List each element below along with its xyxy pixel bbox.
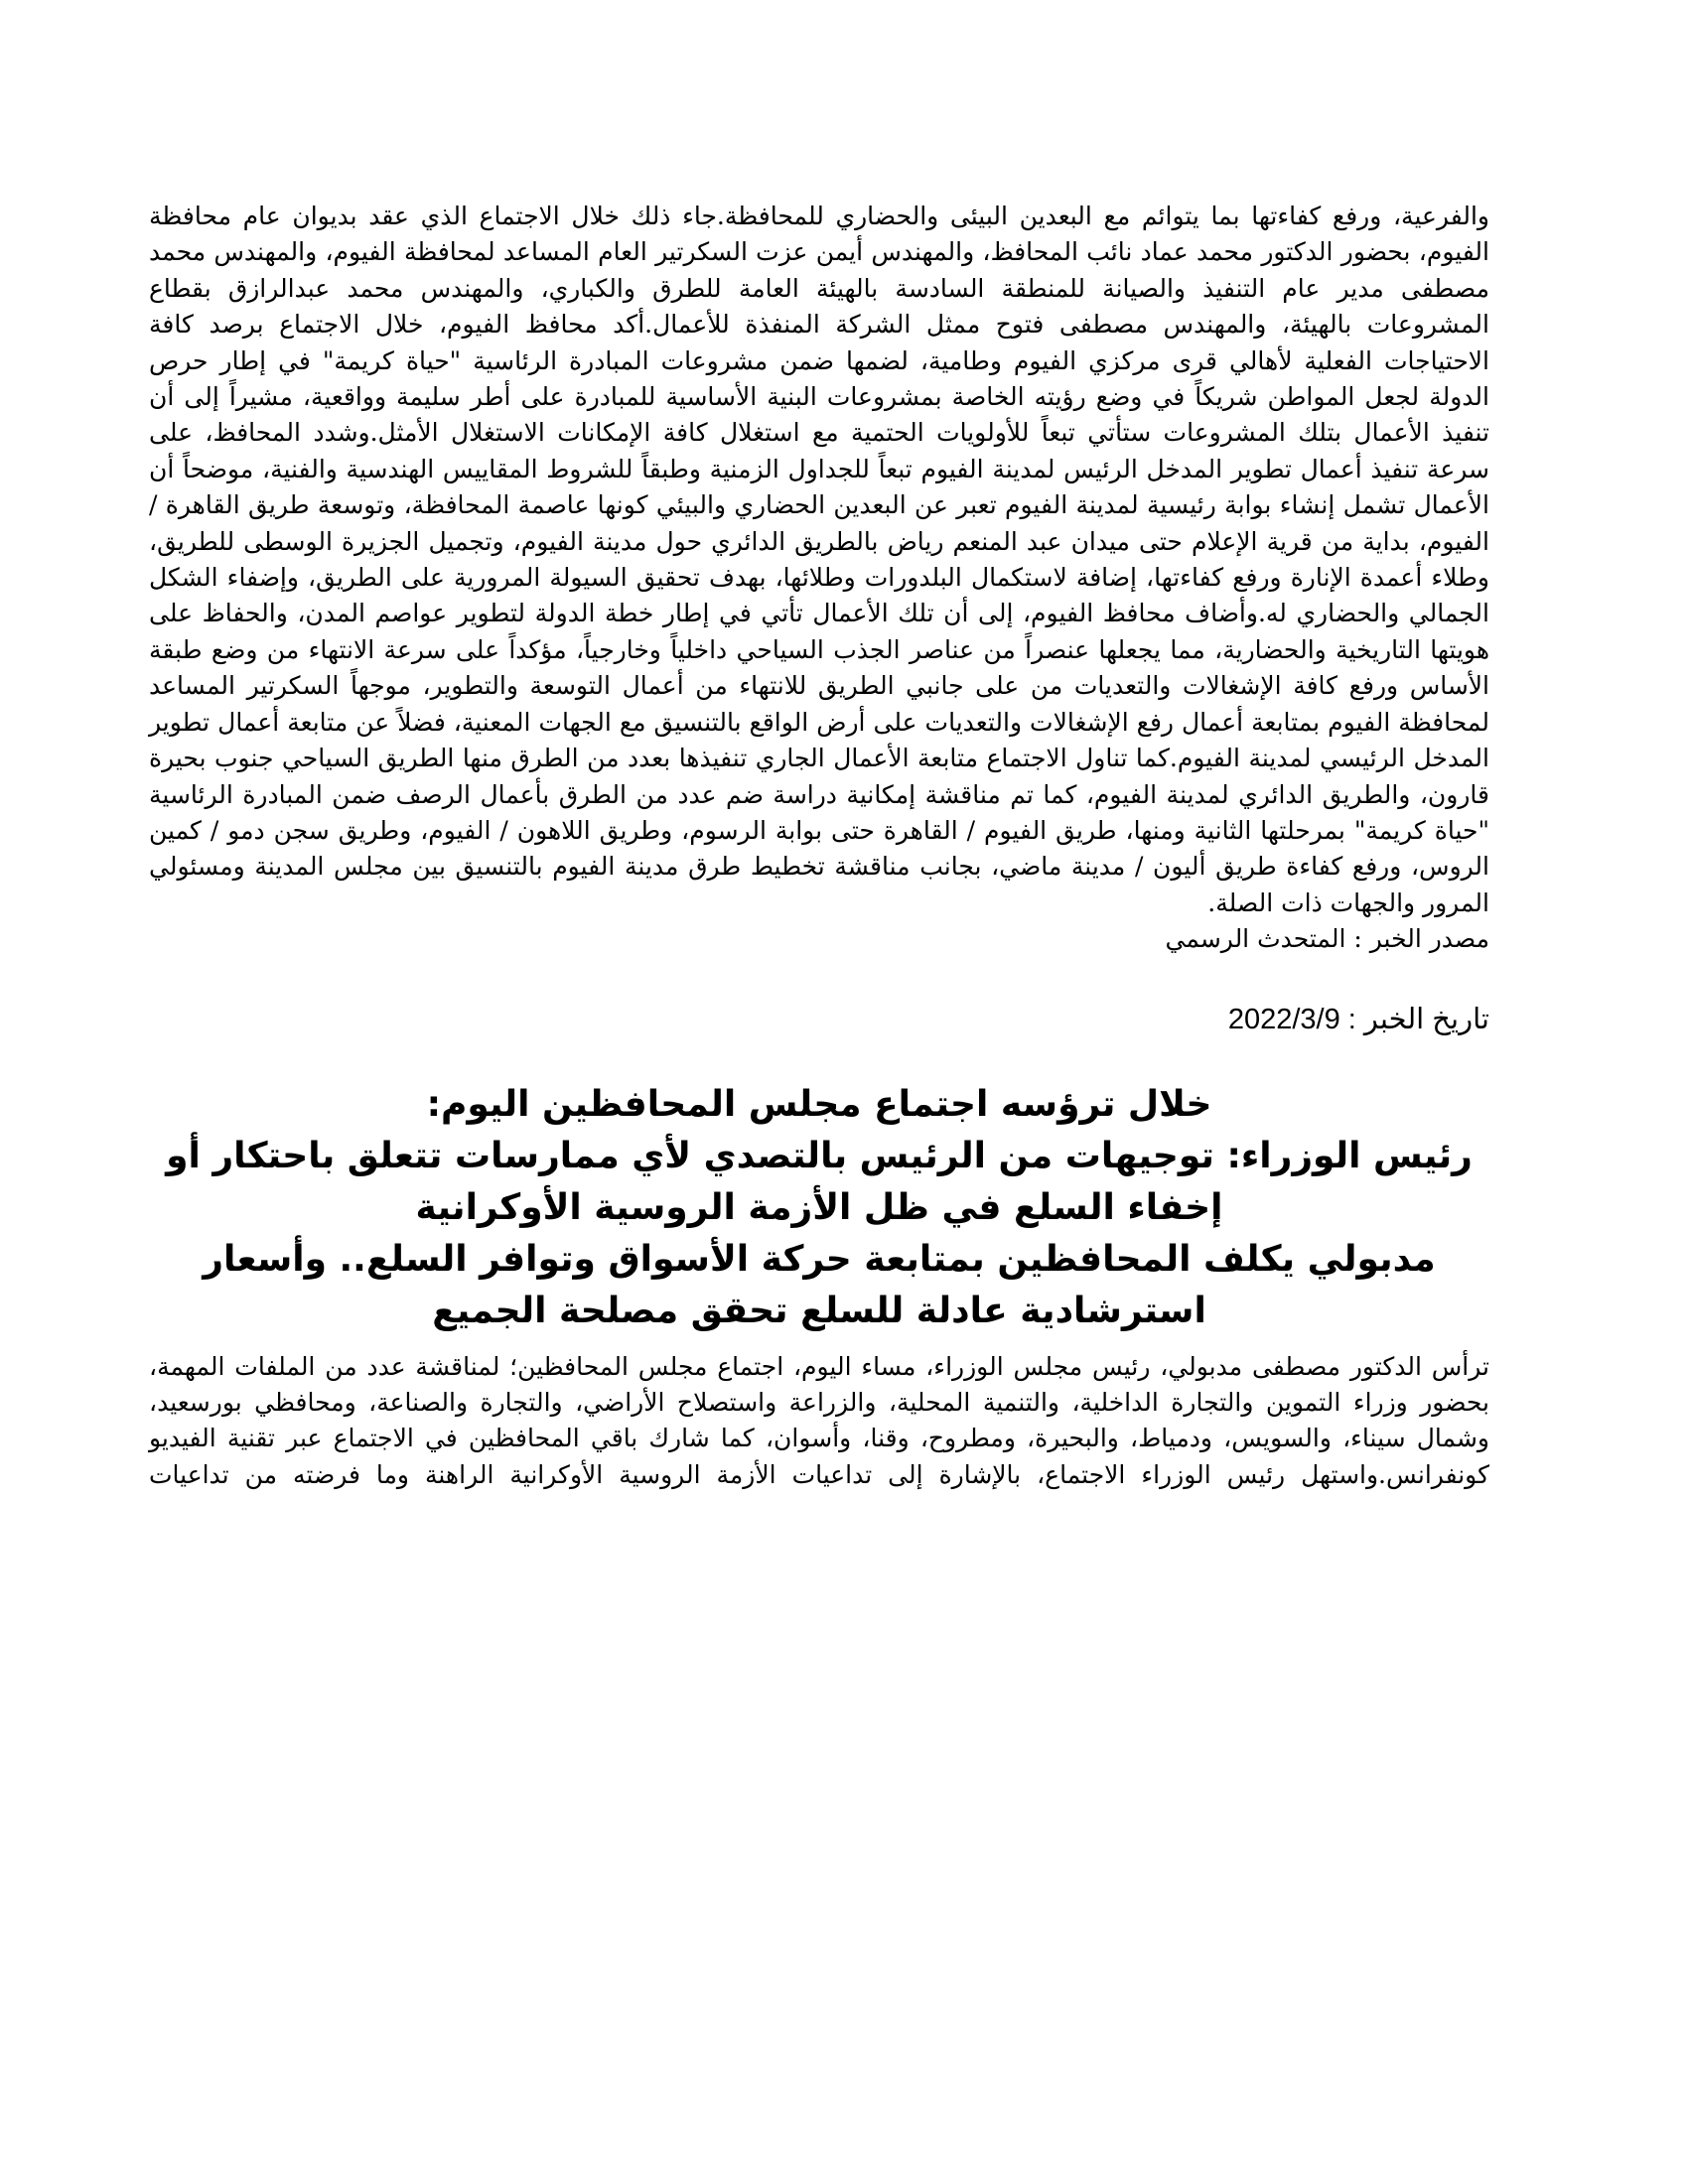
news-date: تاريخ الخبر : 2022/3/9: [1227, 1003, 1489, 1035]
news-source: مصدر الخبر : المتحدث الرسمي: [1165, 924, 1489, 954]
headline-line: استرشادية عادلة للسلع تحقق مصلحة الجميع: [432, 1290, 1206, 1331]
continuation-paragraph: والفرعية، ورفع كفاءتها بما يتوائم مع البعدين البيئى والحضاري للمحافظة.جاء ذلك خلال الاجتماع الذي عقد بديوان عام محافظة الفيوم، بحضور الدكتور محمد عماد نائب المحافظ، والمهندس أيمن عزت السكرتير العام المساعد لمحافظة الفيوم، والمهندس محمد مصطفى مدير عام التنفيذ والصيانة للمنطقة السادسة بالهيئة العامة للطرق والكباري، والمهندس محمد عبدالرازق بقطاع المشروعات بالهيئة، والمهندس مصطفى فتوح ممثل الشركة المنفذة للأعمال.أكد محافظ الفيوم، خلال الاجتماع برصد كافة الاحتياجات الفعلية لأهالي قرى مركزي الفيوم وطامية، لضمها ضمن مشروعات المبادرة الرئاسية "حياة كريمة" في إطار حرص الدولة لجعل المواطن شريكاً في وضع رؤيته الخاصة بمشروعات البنية الأساسية للمبادرة على أطر سليمة وواقعية، مشيراً إلى أن تنفيذ الأعمال بتلك المشروعات ستأتي تبعاً للأولويات الحتمية مع استغلال كافة الإمكانات الاستغلال الأمثل.وشدد المحافظ، على سرعة تنفيذ أعمال تطوير المدخل الرئيس لمدينة الفيوم تبعاً للجداول الزمنية وطبقاً للشروط المقاييس الهندسية والفنية، موضحاً أن الأعمال تشمل إنشاء بوابة رئيسية لمدينة الفيوم تعبر عن البعدين الحضاري والبيئي كونها عاصمة المحافظة، وتوسعة طريق القاهرة / الفيوم، بداية من قرية الإعلام حتى ميدان عبد المنعم رياض بالطريق الدائري حول مدينة الفيوم، وتجميل الجزيرة الوسطى للطريق، وطلاء أعمدة الإنارة ورفع كفاءتها، إضافة لاستكمال البلدورات وطلائها، بهدف تحقيق السيولة المرورية على الطريق، وإضفاء الشكل الجمالي والحضاري له.وأضاف محافظ الفيوم، إلى أن تلك الأعمال تأتي في إطار خطة الدولة لتطوير عواصم المدن، والحفاظ على هويتها التاريخية والحضارية، مما يجعلها عنصراً من عناصر الجذب السياحي داخلياً وخارجياً، مؤكداً على سرعة الانتهاء من وضع طبقة الأساس ورفع كافة الإشغالات والتعديات من على جانبي الطريق للانتهاء من أعمال التوسعة والتطوير، موجهاً السكرتير المساعد لمحافظة الفيوم بمتابعة أعمال رفع الإشغالات والتعديات على أرض الواقع بالتنسيق مع الجهات المعنية، فضلاً عن متابعة أعمال تطوير المدخل الرئيسي لمدينة الفيوم.كما تناول الاجتماع متابعة الأعمال الجاري تنفيذها بعدد من الطرق منها الطريق السياحي جنوب بحيرة قارون، والطريق الدائري لمدينة الفيوم، كما تم مناقشة إمكانية دراسة ضم عدد من الطرق بأعمال الرصف ضمن المبادرة الرئاسية "حياة كريمة" بمرحلتها الثانية ومنها، طريق الفيوم / القاهرة حتى بوابة الرسوم، وطريق اللاهون / الفيوم، وطريق سجن دمو / كمين الروس، ورفع كفاءة طريق أليون / مدينة ماضي، بجانب مناقشة تخطيط طرق مدينة الفيوم بالتنسيق بين مجلس المدينة ومسئولي المرور والجهات ذات الصلة.: [149, 202, 1489, 917]
headline-line: خلال ترؤسه اجتماع مجلس المحافظين اليوم:: [426, 1083, 1212, 1125]
headline-line: إخفاء السلع في ظل الأزمة الروسية الأوكرانية: [415, 1186, 1223, 1228]
article-paragraph: ترأس الدكتور مصطفى مدبولي، رئيس مجلس الوزراء، مساء اليوم، اجتماع مجلس المحافظين؛ لمناقشة عدد من الملفات المهمة، بحضور وزراء التموين والتجارة الداخلية، والتنمية المحلية، والزراعة واستصلاح الأراضي، والتجارة والصناعة، ومحافظي بورسعيد، وشمال سيناء، والسويس، ودمياط، والبحيرة، ومطروح، وقنا، وأسوان، كما شارك باقي المحافظين في الاجتماع عبر تقنية الفيديو كونفرانس.واستهل رئيس الوزراء الاجتماع، بالإشارة إلى تداعيات الأزمة الروسية الأوكرانية الراهنة وما فرضته من تداعيات: [149, 1351, 1489, 1489]
document-page: [149, 199, 1489, 1493]
headline-line: رئيس الوزراء: توجيهات من الرئيس بالتصدي لأي ممارسات تتعلق باحتكار أو: [166, 1135, 1473, 1176]
article-headline: [149, 1079, 1489, 1337]
headline-line: مدبولي يكلف المحافظين بمتابعة حركة الأسواق وتوافر السلع.. وأسعار: [203, 1238, 1436, 1280]
